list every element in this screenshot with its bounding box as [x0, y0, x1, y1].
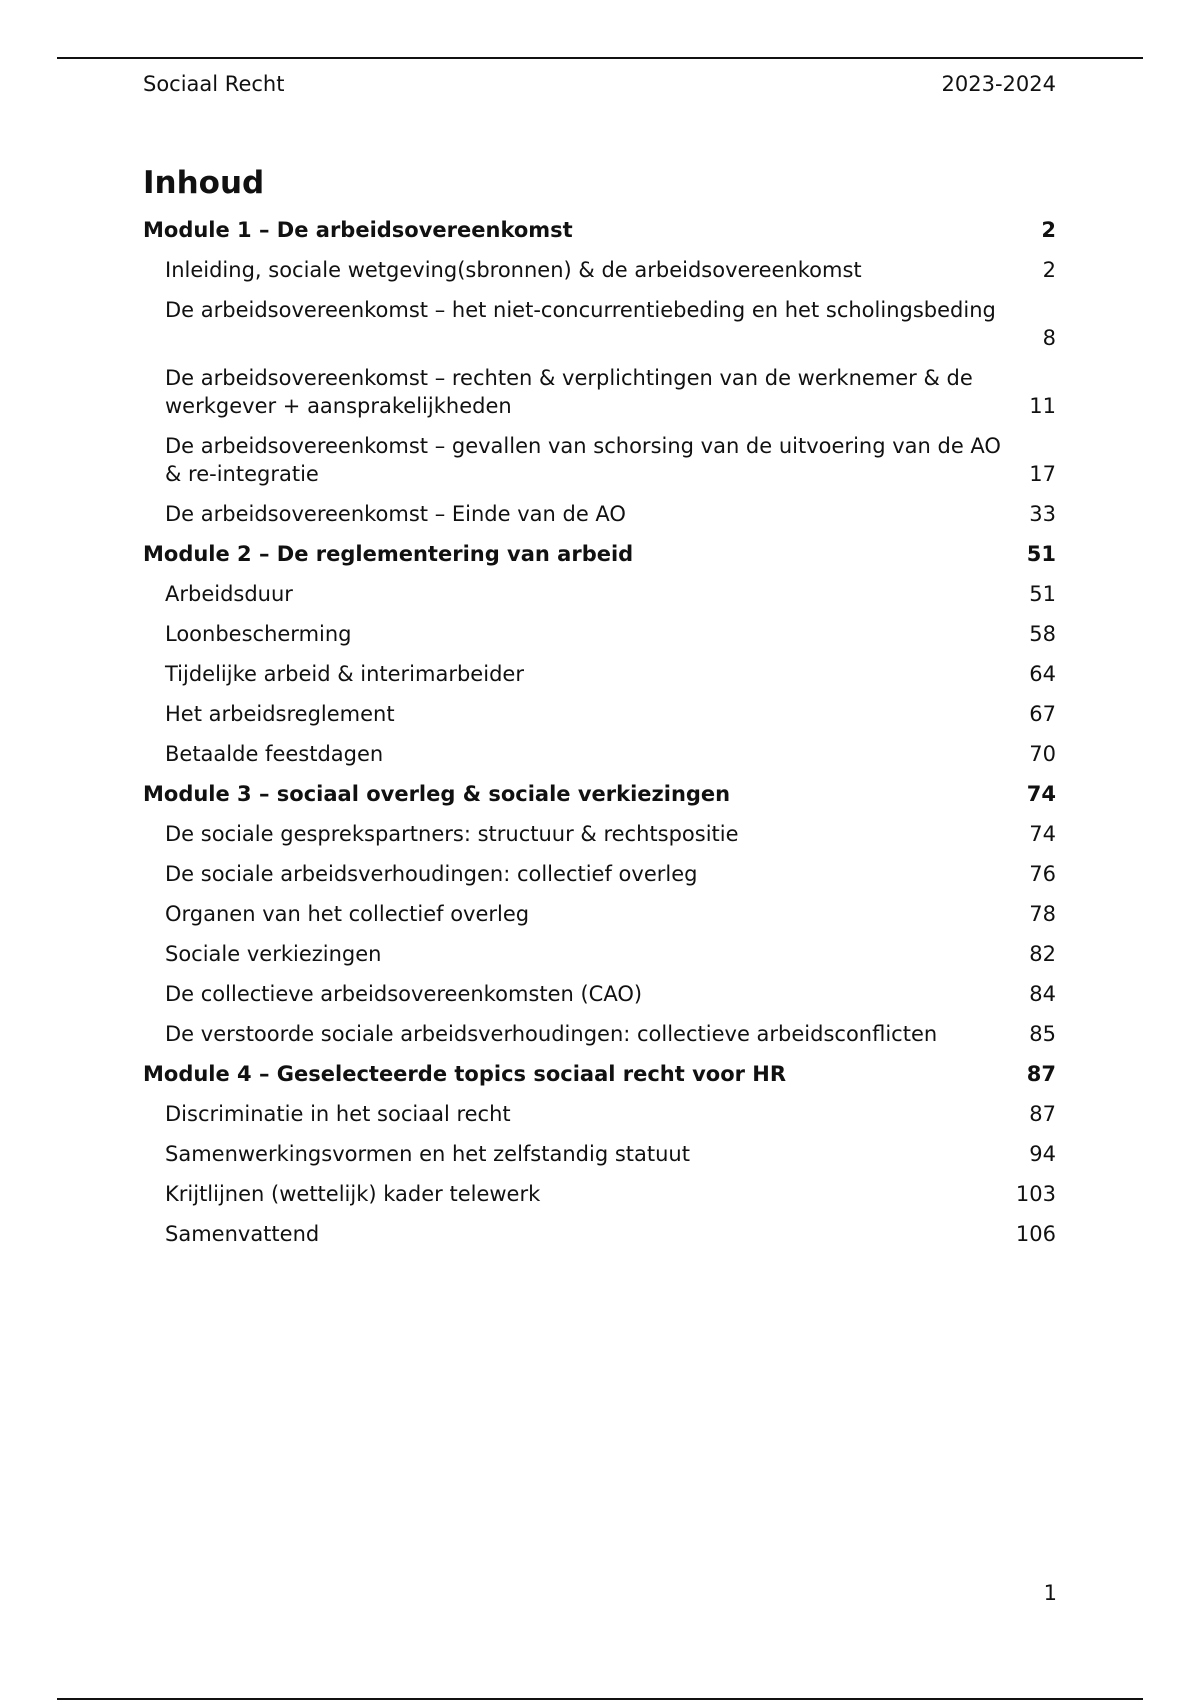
toc-section-entry[interactable] — [143, 500, 1056, 528]
toc-entry-page: 103 — [1015, 1182, 1056, 1206]
toc-entry-page: 67 — [1029, 702, 1056, 726]
toc-entry-page: 2 — [1042, 258, 1056, 282]
toc-section-entry[interactable] — [143, 256, 1056, 284]
toc-entry-text: Arbeidsduur — [165, 582, 293, 606]
toc-entry-page: 78 — [1029, 902, 1056, 926]
toc-entry-text: Organen van het collectief overleg — [165, 902, 530, 926]
table-of-contents — [143, 216, 1056, 1260]
toc-entry-text: Sociale verkiezingen — [165, 942, 382, 966]
toc-section-entry[interactable] — [143, 1140, 1056, 1168]
toc-entry-page: 84 — [1029, 982, 1056, 1006]
toc-entry-text: Module 4 – Geselecteerde topics sociaal recht voor HR — [143, 1062, 787, 1086]
toc-entry-text: De arbeidsovereenkomst – Einde van de AO — [165, 502, 626, 526]
toc-entry-text: Module 3 – sociaal overleg & sociale verkiezingen — [143, 782, 731, 806]
toc-entry-text: Samenwerkingsvormen en het zelfstandig statuut — [165, 1142, 690, 1166]
toc-entry-page: 33 — [1029, 502, 1056, 526]
toc-entry-text: Het arbeidsreglement — [165, 702, 395, 726]
toc-entry-text: De verstoorde sociale arbeidsverhoudingen: collectieve arbeidsconflicten — [165, 1022, 938, 1046]
toc-entry-text: De sociale gesprekspartners: structuur & rechtspositie — [165, 822, 739, 846]
toc-entry-page: 74 — [1026, 782, 1056, 806]
toc-section-entry[interactable] — [143, 940, 1056, 968]
toc-entry-text-continued: & re-integratie — [165, 462, 319, 486]
toc-entry-text: Loonbescherming — [165, 622, 352, 646]
toc-section-entry[interactable] — [143, 580, 1056, 608]
toc-section-entry[interactable] — [143, 820, 1056, 848]
toc-section-entry[interactable] — [143, 1180, 1056, 1208]
toc-section-entry[interactable] — [143, 900, 1056, 928]
toc-entry-page: 8 — [1042, 326, 1056, 350]
toc-section-entry[interactable] — [143, 1100, 1056, 1128]
toc-entry-page: 82 — [1029, 942, 1056, 966]
header-rule — [57, 57, 1143, 59]
toc-module-entry[interactable] — [143, 216, 1056, 244]
toc-entry-page: 87 — [1029, 1102, 1056, 1126]
toc-section-entry[interactable] — [143, 1220, 1056, 1248]
toc-entry-text: De arbeidsovereenkomst – rechten & verplichtingen van de werknemer & de — [165, 366, 973, 390]
toc-entry-text: Module 2 – De reglementering van arbeid — [143, 542, 634, 566]
page-number: 1 — [1043, 1581, 1057, 1605]
toc-section-entry[interactable] — [143, 364, 1056, 420]
toc-section-entry[interactable] — [143, 660, 1056, 688]
header-year: 2023-2024 — [941, 72, 1056, 96]
toc-entry-text: Tijdelijke arbeid & interimarbeider — [165, 662, 524, 686]
toc-entry-page: 11 — [1029, 394, 1056, 418]
toc-module-entry[interactable] — [143, 1060, 1056, 1088]
header-title: Sociaal Recht — [143, 72, 285, 96]
toc-section-entry[interactable] — [143, 700, 1056, 728]
toc-entry-text: De sociale arbeidsverhoudingen: collectief overleg — [165, 862, 698, 886]
toc-entry-page: 85 — [1029, 1022, 1056, 1046]
toc-entry-text: Samenvattend — [165, 1222, 320, 1246]
toc-entry-page: 51 — [1029, 582, 1056, 606]
toc-entry-text: Module 1 – De arbeidsovereenkomst — [143, 218, 573, 242]
toc-module-entry[interactable] — [143, 780, 1056, 808]
toc-entry-text-continued: werkgever + aansprakelijkheden — [165, 394, 512, 418]
toc-entry-page: 51 — [1026, 542, 1056, 566]
toc-section-entry[interactable] — [143, 620, 1056, 648]
toc-section-entry[interactable] — [143, 296, 1056, 352]
toc-module-entry[interactable] — [143, 540, 1056, 568]
toc-entry-text: Inleiding, sociale wetgeving(sbronnen) & de arbeidsovereenkomst — [165, 258, 862, 282]
toc-section-entry[interactable] — [143, 740, 1056, 768]
toc-entry-page: 64 — [1029, 662, 1056, 686]
page-header — [143, 70, 1056, 98]
toc-entry-page: 17 — [1029, 462, 1056, 486]
toc-entry-page: 70 — [1029, 742, 1056, 766]
toc-entry-page: 87 — [1026, 1062, 1056, 1086]
toc-entry-text: De arbeidsovereenkomst – het niet-concurrentiebeding en het scholingsbeding — [165, 298, 996, 322]
toc-title: Inhoud — [143, 165, 265, 201]
toc-entry-page: 106 — [1015, 1222, 1056, 1246]
toc-entry-text: Discriminatie in het sociaal recht — [165, 1102, 511, 1126]
toc-section-entry[interactable] — [143, 1020, 1056, 1048]
toc-entry-text: Betaalde feestdagen — [165, 742, 384, 766]
toc-entry-text: De collectieve arbeidsovereenkomsten (CAO) — [165, 982, 643, 1006]
toc-entry-text: De arbeidsovereenkomst – gevallen van schorsing van de uitvoering van de AO — [165, 434, 1001, 458]
toc-section-entry[interactable] — [143, 432, 1056, 488]
toc-entry-text: Krijtlijnen (wettelijk) kader telewerk — [165, 1182, 541, 1206]
toc-entry-page: 74 — [1029, 822, 1056, 846]
toc-section-entry[interactable] — [143, 980, 1056, 1008]
toc-entry-page: 58 — [1029, 622, 1056, 646]
toc-entry-page: 94 — [1029, 1142, 1056, 1166]
toc-entry-page: 2 — [1041, 218, 1056, 242]
toc-entry-page: 76 — [1029, 862, 1056, 886]
toc-section-entry[interactable] — [143, 860, 1056, 888]
